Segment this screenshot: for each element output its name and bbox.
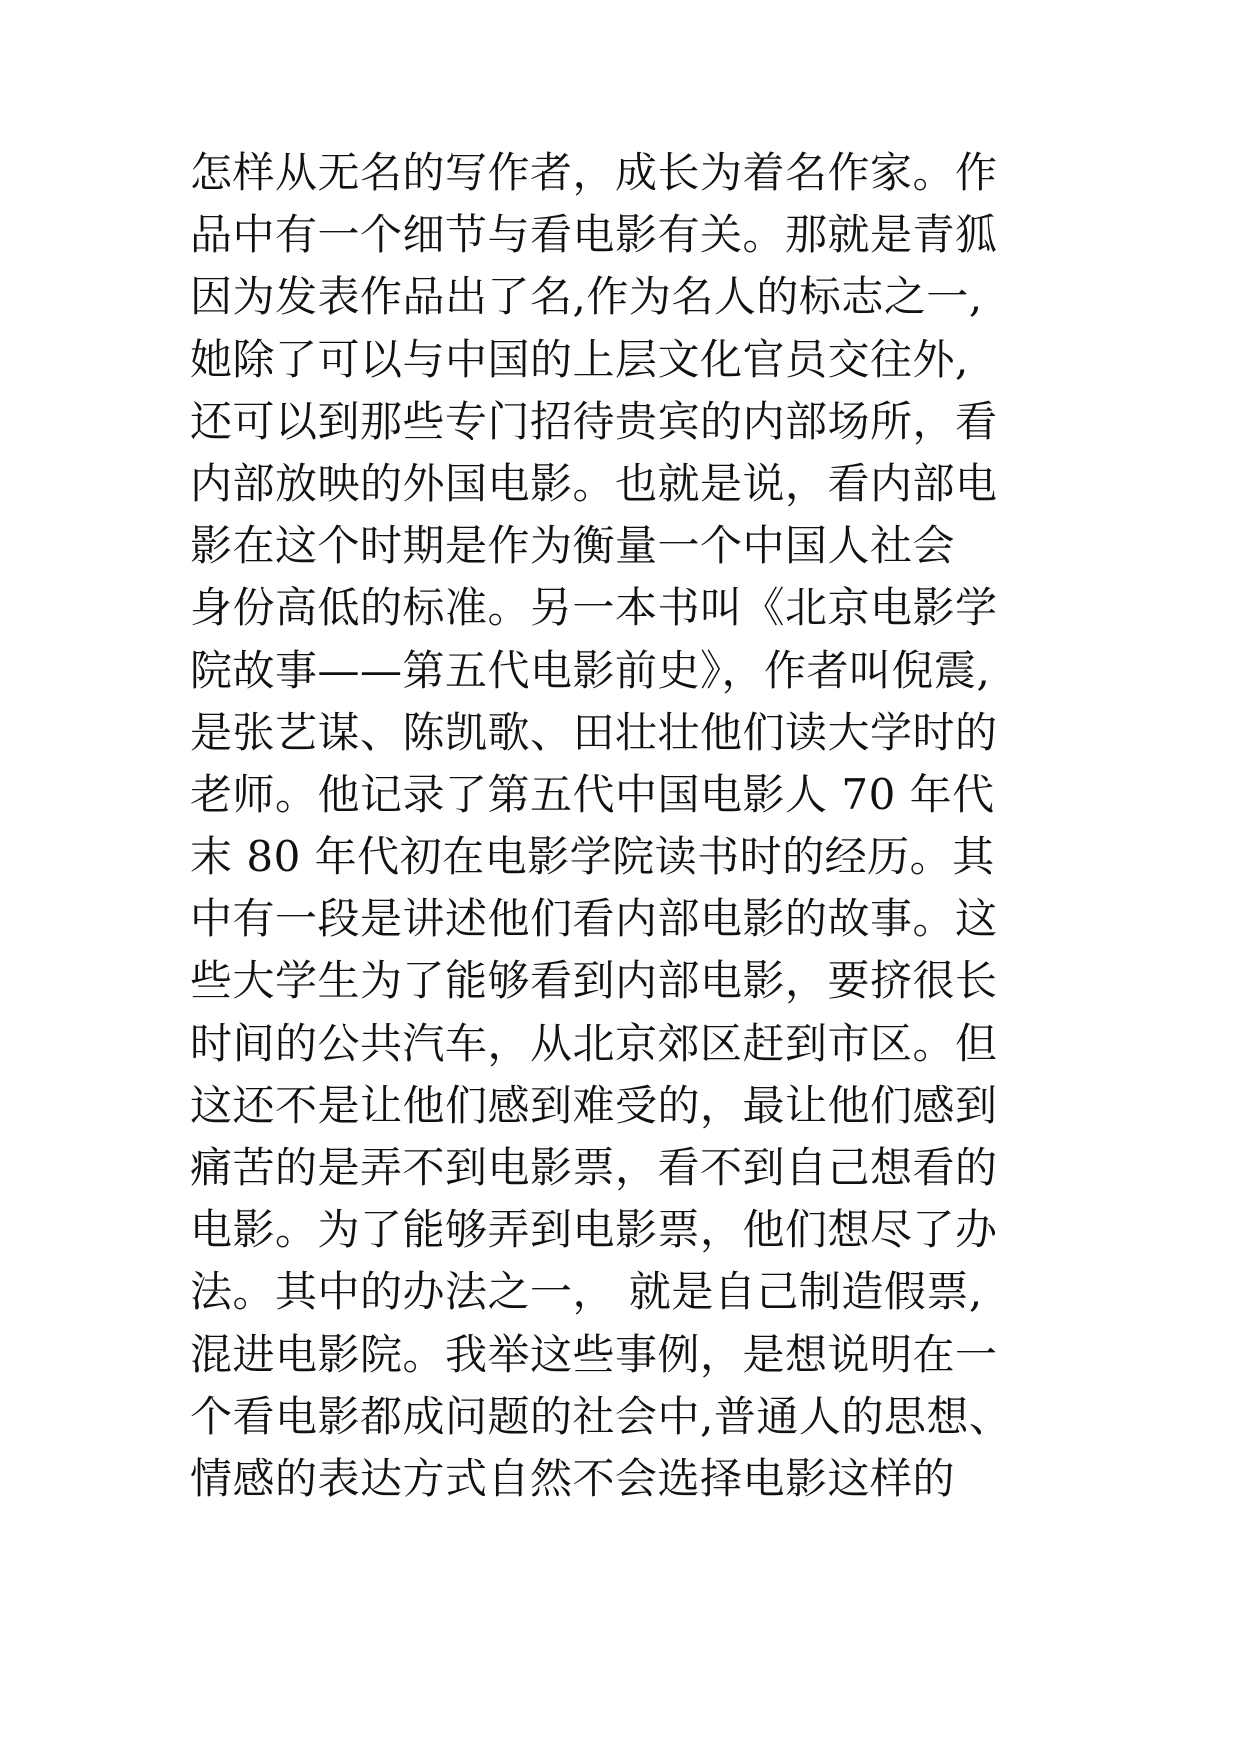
- text-line: 个看电影都成问题的社会中,普通人的思想、: [190, 1391, 1012, 1441]
- text-line: 老师。他记录了第五代中国电影人 70 年代: [190, 769, 995, 819]
- text-line: 中有一段是讲述他们看内部电影的故事。这: [190, 894, 998, 944]
- text-line: 怎样从无名的写作者，成长为着名作家。作: [190, 148, 998, 197]
- text-line: 情感的表达方式自然不会选择电影这样的: [190, 1453, 956, 1503]
- body-text: [190, 146, 1150, 1514]
- text-line: 末 80 年代初在电影学院读书时的经历。其: [190, 832, 995, 882]
- text-line: 这还不是让他们感到难受的，最让他们感到: [190, 1080, 998, 1130]
- text-line: 是张艺谋、陈凯歌、田壮壮他们读大学时的: [190, 707, 998, 757]
- text-line: 影在这个时期是作为衡量一个中国人社会: [190, 521, 956, 571]
- text-line: 她除了可以与中国的上层文化官员交往外,: [190, 334, 969, 384]
- text-line: 还可以到那些专门招待贵宾的内部场所，看: [190, 396, 998, 446]
- text-line: 些大学生为了能够看到内部电影，要挤很长: [190, 956, 998, 1006]
- text-line: 院故事——第五代电影前史》，作者叫倪震,: [190, 645, 991, 695]
- text-line: 时间的公共汽车，从北京郊区赶到市区。但: [190, 1018, 998, 1068]
- text-line: 电影。为了能够弄到电影票，他们想尽了办: [190, 1205, 998, 1255]
- text-line: 混进电影院。我举这些事例，是想说明在一: [190, 1329, 998, 1379]
- text-line: 因为发表作品出了名,作为名人的标志之一,: [190, 272, 983, 322]
- text-line: 内部放映的外国电影。也就是说，看内部电: [190, 458, 998, 508]
- text-line: 痛苦的是弄不到电影票，看不到自己想看的: [190, 1143, 998, 1192]
- text-line: 品中有一个细节与看电影有关。那就是青狐: [190, 210, 998, 260]
- text-line: 身份高低的标准。另一本书叫《北京电影学: [190, 583, 998, 633]
- text-line: 法。其中的办法之一， 就是自己制造假票,: [190, 1267, 983, 1317]
